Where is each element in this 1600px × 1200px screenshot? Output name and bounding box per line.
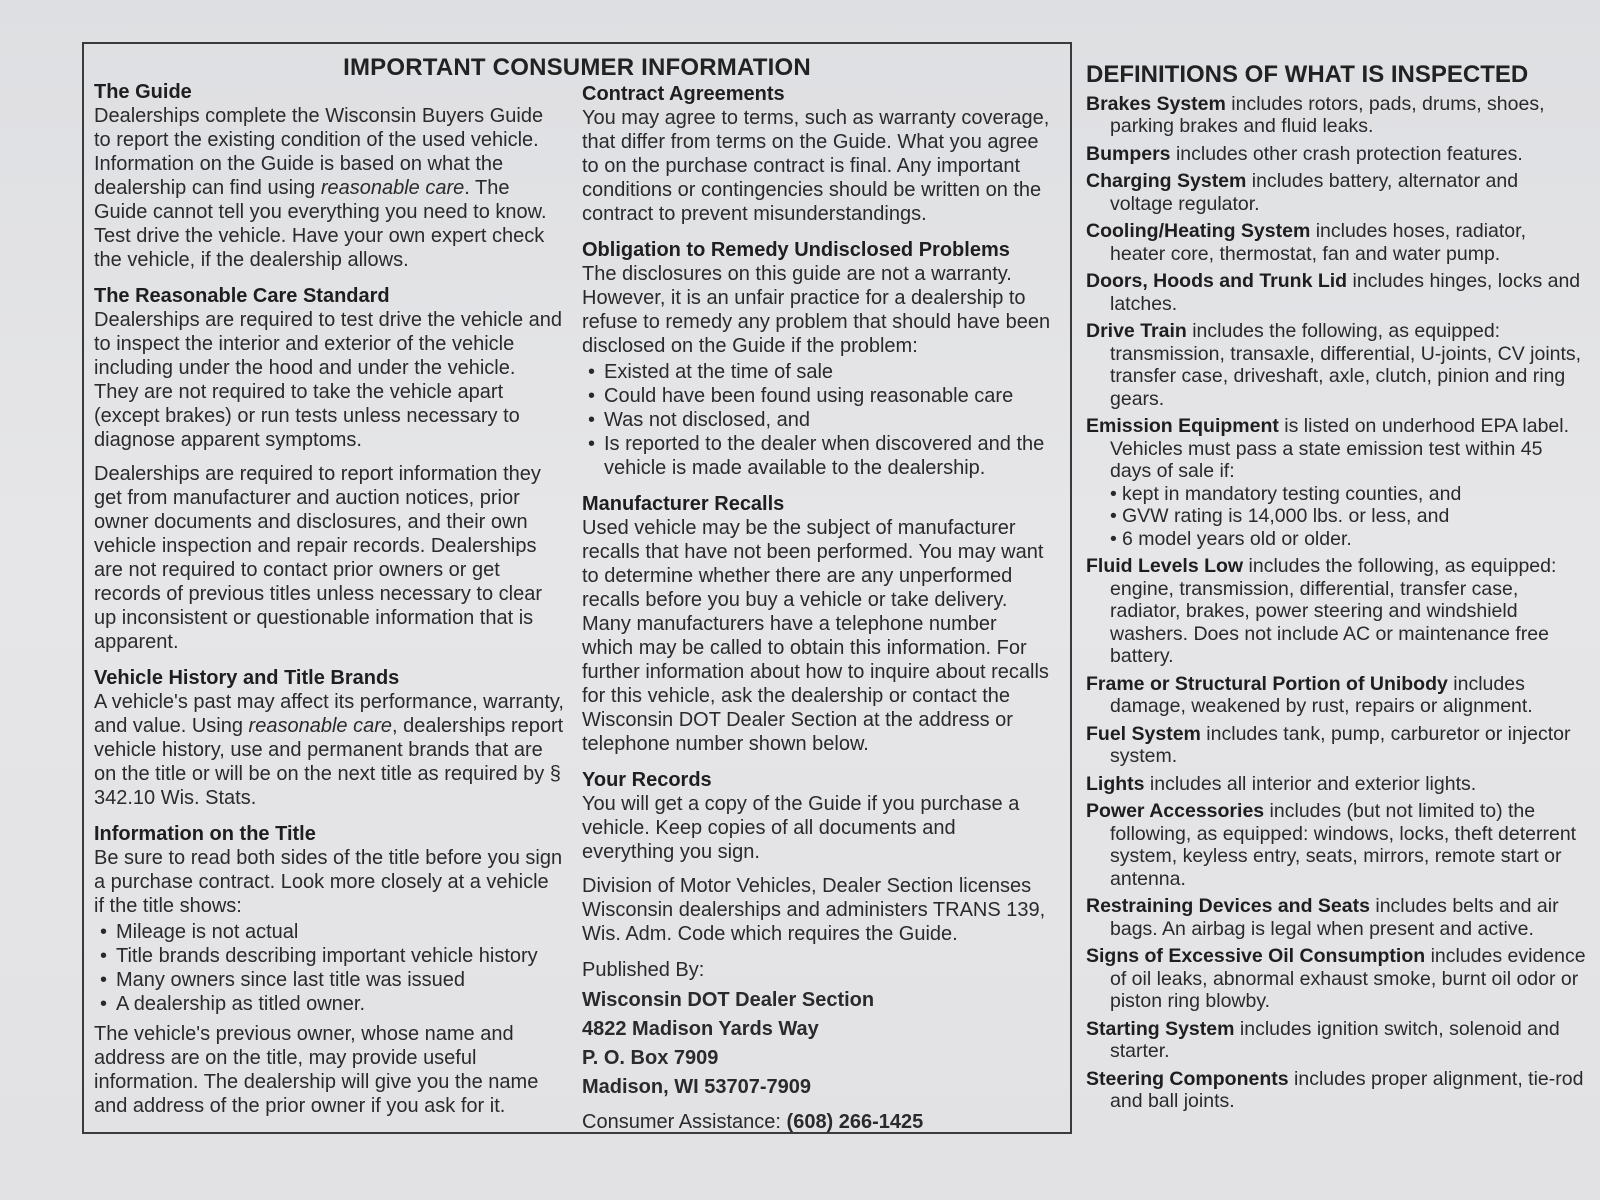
section-recalls <box>582 492 1052 756</box>
definition-term: Signs of Excessive Oil Consumption <box>1086 945 1426 967</box>
definition-item <box>1086 673 1586 718</box>
definition-term: Cooling/Heating System <box>1086 220 1311 242</box>
heading-recalls: Manufacturer Recalls <box>582 493 785 515</box>
definition-term: Frame or Structural Portion of Unibody <box>1086 672 1448 695</box>
definition-text: includes hinges, locks and latches. <box>1110 270 1581 315</box>
heading-title-info: Information on the Title <box>94 823 316 845</box>
definition-text: includes the following, as equipped: transmission, transaxle, differential, U-joints, CV joints, transfer case, driveshaft, axle, clutch, pinion and ring gears. <box>1110 320 1582 410</box>
definition-term: Doors, Hoods and Trunk Lid <box>1086 270 1348 292</box>
section-history <box>94 666 564 810</box>
definition-item <box>1086 1068 1586 1113</box>
definition-item <box>1086 220 1586 265</box>
definition-text: includes battery, alternator and voltage regulator. <box>1110 170 1519 215</box>
definition-text: includes belts and air bags. An airbag is legal when present and active. <box>1110 895 1559 940</box>
definition-text: includes rotors, pads, drums, shoes, parking brakes and fluid leaks. <box>1110 92 1545 137</box>
list-item: • GVW rating is 14,000 lbs. or less, and <box>1110 505 1586 528</box>
definition-text: includes all interior and exterior lights. <box>1144 772 1477 795</box>
definitions-heading: DEFINITIONS OF WHAT IS INSPECTED <box>1086 61 1529 88</box>
guide-text-em: reasonable care <box>320 177 465 199</box>
definition-term: Lights <box>1086 772 1145 795</box>
definition-item <box>1086 800 1586 890</box>
definition-item <box>1086 170 1586 215</box>
definition-term: Brakes System <box>1086 92 1226 115</box>
section-publisher <box>582 958 1052 1134</box>
history-text-2: , dealerships report vehicle history, use and permanent brands that are on the title or will be on the next title as required by § 342.10 Wis. Stats. <box>94 715 564 809</box>
definition-term: Steering Components <box>1086 1067 1289 1090</box>
list-item: • Was not disclosed, and <box>582 408 1052 432</box>
publisher-name: Wisconsin DOT Dealer Section <box>582 989 875 1011</box>
history-text-em: reasonable care <box>248 715 392 737</box>
definition-item <box>1086 723 1586 768</box>
list-item: • A dealership as titled owner. <box>94 992 564 1016</box>
guide-text <box>94 104 564 272</box>
definitions-column <box>1086 61 1586 1118</box>
assistance-label: Consumer Assistance: <box>582 1111 787 1133</box>
definitions-list <box>1086 93 1586 1113</box>
definition-text: is listed on underhood EPA label. Vehicles must pass a state emission test within 45 days of sale if: <box>1110 415 1570 482</box>
contract-text: You may agree to terms, such as warranty coverage, that differ from terms on the Guide. What you agree to on the purchase contract is final. Any important conditions or contingencies should be written on the contract to prevent misunderstandings. <box>582 107 1050 225</box>
list-item: • Is reported to the dealer when discovered and the vehicle is made available to the dealership. <box>582 432 1052 480</box>
section-title-info <box>94 822 564 1118</box>
definition-text: includes tank, pump, carburetor or injector system. <box>1110 722 1571 767</box>
consumer-assistance <box>582 1110 1052 1134</box>
definition-term: Restraining Devices and Seats <box>1086 895 1370 917</box>
history-text <box>94 690 564 810</box>
definition-text: includes damage, weakened by rust, repairs or alignment. <box>1110 672 1533 717</box>
section-contract <box>582 82 1052 226</box>
definition-term: Bumpers <box>1086 142 1171 165</box>
definition-item <box>1086 93 1586 138</box>
section-obligation <box>582 238 1052 480</box>
reasonable-care-p2: Dealerships are required to report information they get from manufacturer and auction notices, prior owner documents and disclosures, and their own vehicle inspection and repair records. Dealerships are not required to contact prior owners or get records of previous titles unless necessary to clear up inconsistent or questionable information that is apparent. <box>94 463 542 653</box>
heading-contract: Contract Agreements <box>582 83 785 105</box>
list-item: • Title brands describing important vehicle history <box>94 944 564 968</box>
definition-text: includes ignition switch, solenoid and starter. <box>1110 1017 1560 1062</box>
definition-term: Fluid Levels Low <box>1086 555 1244 577</box>
list-item: • Could have been found using reasonable care <box>582 384 1052 408</box>
obligation-text: The disclosures on this guide are not a warranty. However, it is an unfair practice for a dealership to refuse to remedy any problem that should have been disclosed on the Guide if the problem: <box>582 263 1051 357</box>
definition-term: Drive Train <box>1086 320 1187 342</box>
publisher-po-box: P. O. Box 7909 <box>582 1047 719 1069</box>
title-info-outro: The vehicle's previous owner, whose name and address are on the title, may provide useful information. The dealership will give you the name and address of the prior owner if you ask for it. <box>94 1023 539 1117</box>
definition-text: includes other crash protection features. <box>1170 142 1523 165</box>
records-p1: You will get a copy of the Guide if you purchase a vehicle. Keep copies of all documents and everything you sign. <box>582 793 1020 863</box>
section-reasonable-care <box>94 284 564 654</box>
consumer-info-box <box>82 42 1072 1134</box>
definition-term: Fuel System <box>1086 722 1201 745</box>
section-records <box>582 768 1052 946</box>
definition-text: includes (but not limited to) the following, as equipped: windows, locks, theft deterrent system, keyless entry, seats, mirrors, remote start or antenna. <box>1110 800 1577 890</box>
definition-item <box>1086 895 1586 940</box>
published-by-label: Published By: <box>582 959 705 981</box>
definition-term: Charging System <box>1086 170 1247 192</box>
assistance-phone: (608) 266-1425 <box>786 1111 924 1133</box>
definition-text: includes proper alignment, tie-rod and ball joints. <box>1110 1067 1584 1112</box>
list-item: • kept in mandatory testing counties, and <box>1110 483 1586 506</box>
guide-text-1: Dealerships complete the Wisconsin Buyers Guide to report the existing condition of the used vehicle. Information on the Guide is based on what the dealership can find using <box>94 105 544 199</box>
list-item: • 6 model years old or older. <box>1110 528 1586 551</box>
definition-item <box>1086 415 1586 550</box>
section-guide <box>94 80 564 272</box>
definition-item <box>1086 143 1586 166</box>
publisher-city: Madison, WI 53707-7909 <box>582 1076 811 1098</box>
middle-column <box>582 82 1052 1146</box>
heading-guide: The Guide <box>94 81 192 103</box>
definition-item <box>1086 555 1586 668</box>
definition-item <box>1086 773 1586 796</box>
obligation-bullets <box>582 360 1052 480</box>
definition-term: Starting System <box>1086 1017 1235 1040</box>
publisher-address <box>582 986 1052 1102</box>
guide-text-2: . The Guide cannot tell you everything you need to know. Test drive the vehicle. Have your own expert check the vehicle, if the dealership allows. <box>94 177 547 271</box>
emission-bullets <box>1110 483 1586 551</box>
history-text-1: A vehicle's past may affect its performance, warranty, and value. Using <box>94 691 564 737</box>
list-item: • Many owners since last title was issued <box>94 968 564 992</box>
left-column <box>94 80 564 1130</box>
definition-item <box>1086 1018 1586 1063</box>
definition-text: includes the following, as equipped: engine, transmission, differential, transfer case, radiator, brakes, power steering and windshield washers. Does not include AC or maintenance free battery. <box>1110 555 1557 667</box>
definition-item <box>1086 270 1586 315</box>
records-p2: Division of Motor Vehicles, Dealer Section licenses Wisconsin dealerships and administers TRANS 139, Wis. Adm. Code which requires the Guide. <box>582 875 1046 945</box>
reasonable-care-p1: Dealerships are required to test drive the vehicle and to inspect the interior and exterior of the vehicle including under the hood and under the vehicle. They are not required to take the vehicle apart (except brakes) or run tests unless necessary to diagnose apparent symptoms. <box>94 309 563 451</box>
definition-item <box>1086 320 1586 410</box>
definition-term: Emission Equipment <box>1086 415 1279 437</box>
list-item: • Existed at the time of sale <box>582 360 1052 384</box>
definition-text: includes hoses, radiator, heater core, thermostat, fan and water pump. <box>1110 220 1526 265</box>
heading-history: Vehicle History and Title Brands <box>94 667 400 689</box>
definition-item <box>1086 945 1586 1013</box>
title-info-bullets <box>94 920 564 1016</box>
title-info-intro: Be sure to read both sides of the title before you sign a purchase contract. Look more closely at a vehicle if the title shows: <box>94 847 563 917</box>
recalls-text: Used vehicle may be the subject of manufacturer recalls that have not been performed. You may want to determine whether there are any unperformed recalls before you buy a vehicle or take delivery. Many manufacturers have a telephone number which may be called to obtain this information. For further information about how to inquire about recalls for this vehicle, ask the dealership or contact the Wisconsin DOT Dealer Section at the address or telephone number shown below. <box>582 517 1049 755</box>
publisher-street: 4822 Madison Yards Way <box>582 1018 819 1040</box>
box-title: IMPORTANT CONSUMER INFORMATION <box>343 54 811 81</box>
list-item: • Mileage is not actual <box>94 920 564 944</box>
heading-obligation: Obligation to Remedy Undisclosed Problems <box>582 239 1010 261</box>
heading-records: Your Records <box>582 769 712 791</box>
definition-text: includes evidence of oil leaks, abnormal exhaust smoke, burnt oil odor or piston ring blowby. <box>1110 945 1586 1012</box>
heading-reasonable-care: The Reasonable Care Standard <box>94 285 390 307</box>
definition-term: Power Accessories <box>1086 800 1265 822</box>
